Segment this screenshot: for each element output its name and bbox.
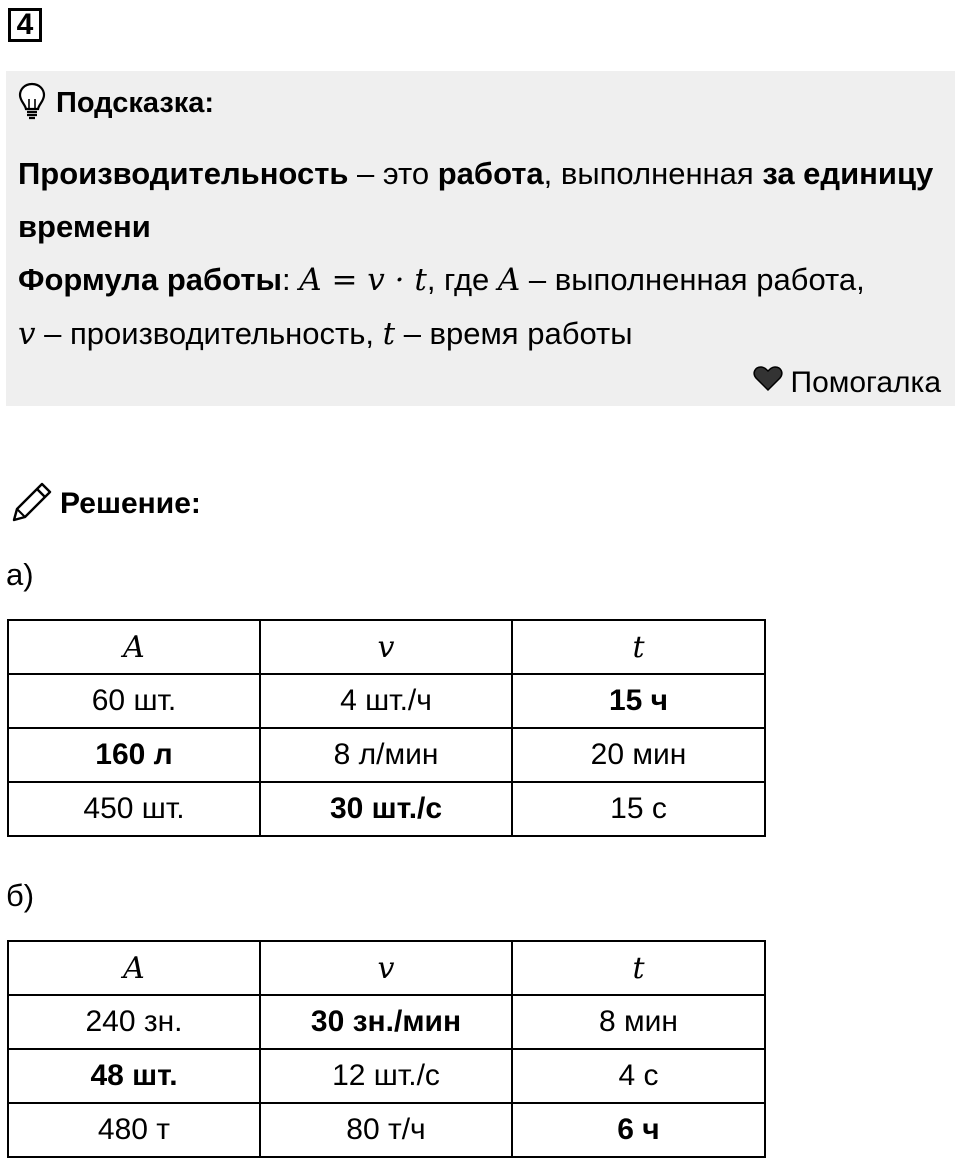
term-productivity: Производительность bbox=[18, 156, 349, 191]
var-t: t bbox=[382, 316, 396, 352]
var-v-desc: – производительность, bbox=[35, 316, 383, 351]
header-cell-v: v bbox=[260, 941, 512, 995]
table-cell: 60 шт. bbox=[8, 674, 260, 728]
table-cell: 4 шт./ч bbox=[260, 674, 512, 728]
table-cell-answer: 30 шт./с bbox=[260, 782, 512, 836]
var-v: v bbox=[18, 316, 36, 352]
part-a-label: а) bbox=[6, 557, 34, 592]
table-cell: 450 шт. bbox=[8, 782, 260, 836]
pencil-icon bbox=[10, 480, 54, 529]
formula-colon: : bbox=[281, 262, 300, 297]
definition bbox=[18, 147, 948, 253]
formula-where: , где bbox=[426, 262, 498, 297]
hint-title: Подсказка: bbox=[56, 86, 215, 119]
var-t-desc: – время работы bbox=[395, 316, 633, 351]
table-cell-answer: 160 л bbox=[8, 728, 260, 782]
hint-box bbox=[6, 71, 955, 406]
header-cell-a: A bbox=[8, 941, 260, 995]
solution-header bbox=[10, 481, 201, 527]
hint-text bbox=[18, 147, 948, 361]
table-cell-answer: 30 зн./мин bbox=[260, 995, 512, 1049]
var-a-desc: – выполненная работа, bbox=[520, 262, 865, 297]
header-cell-t: t bbox=[512, 941, 765, 995]
table-cell: 8 мин bbox=[512, 995, 765, 1049]
hint-header bbox=[18, 83, 214, 123]
term-per-unit-time: за единицу времени bbox=[18, 156, 934, 244]
table-row bbox=[8, 782, 765, 836]
table-header-row bbox=[8, 941, 765, 995]
table-header-row bbox=[8, 620, 765, 674]
formula-label: Формула работы bbox=[18, 262, 282, 297]
header-cell-a: A bbox=[8, 620, 260, 674]
formula-line bbox=[18, 253, 948, 307]
def-dash: – это bbox=[348, 156, 438, 191]
table-cell: 20 мин bbox=[512, 728, 765, 782]
table-cell: 15 с bbox=[512, 782, 765, 836]
header-cell-v: v bbox=[260, 620, 512, 674]
table-cell-answer: 48 шт. bbox=[8, 1049, 260, 1103]
table-row bbox=[8, 1049, 765, 1103]
table-row bbox=[8, 1103, 765, 1157]
brand-name: Помогалка bbox=[790, 366, 941, 399]
table-b bbox=[7, 940, 766, 1158]
var-a: A bbox=[497, 262, 521, 298]
table-cell: 8 л/мин bbox=[260, 728, 512, 782]
table-cell: 240 зн. bbox=[8, 995, 260, 1049]
table-row bbox=[8, 995, 765, 1049]
vars-line bbox=[18, 307, 948, 361]
table-cell: 80 т/ч bbox=[260, 1103, 512, 1157]
table-cell-answer: 15 ч bbox=[512, 674, 765, 728]
def-mid: , выполненная bbox=[543, 156, 763, 191]
brand bbox=[753, 363, 942, 403]
table-row bbox=[8, 728, 765, 782]
heart-icon bbox=[753, 366, 791, 400]
task-number: 4 bbox=[8, 8, 42, 42]
table-row bbox=[8, 674, 765, 728]
table-cell-answer: 6 ч bbox=[512, 1103, 765, 1157]
formula: A = v · t bbox=[299, 262, 427, 298]
solution-title: Решение: bbox=[60, 487, 201, 520]
table-cell: 480 т bbox=[8, 1103, 260, 1157]
term-work: работа bbox=[437, 156, 544, 191]
header-cell-t: t bbox=[512, 620, 765, 674]
lightbulb-icon bbox=[18, 82, 46, 125]
table-cell: 12 шт./с bbox=[260, 1049, 512, 1103]
table-a bbox=[7, 619, 766, 837]
table-cell: 4 с bbox=[512, 1049, 765, 1103]
part-b-label: б) bbox=[6, 878, 35, 913]
